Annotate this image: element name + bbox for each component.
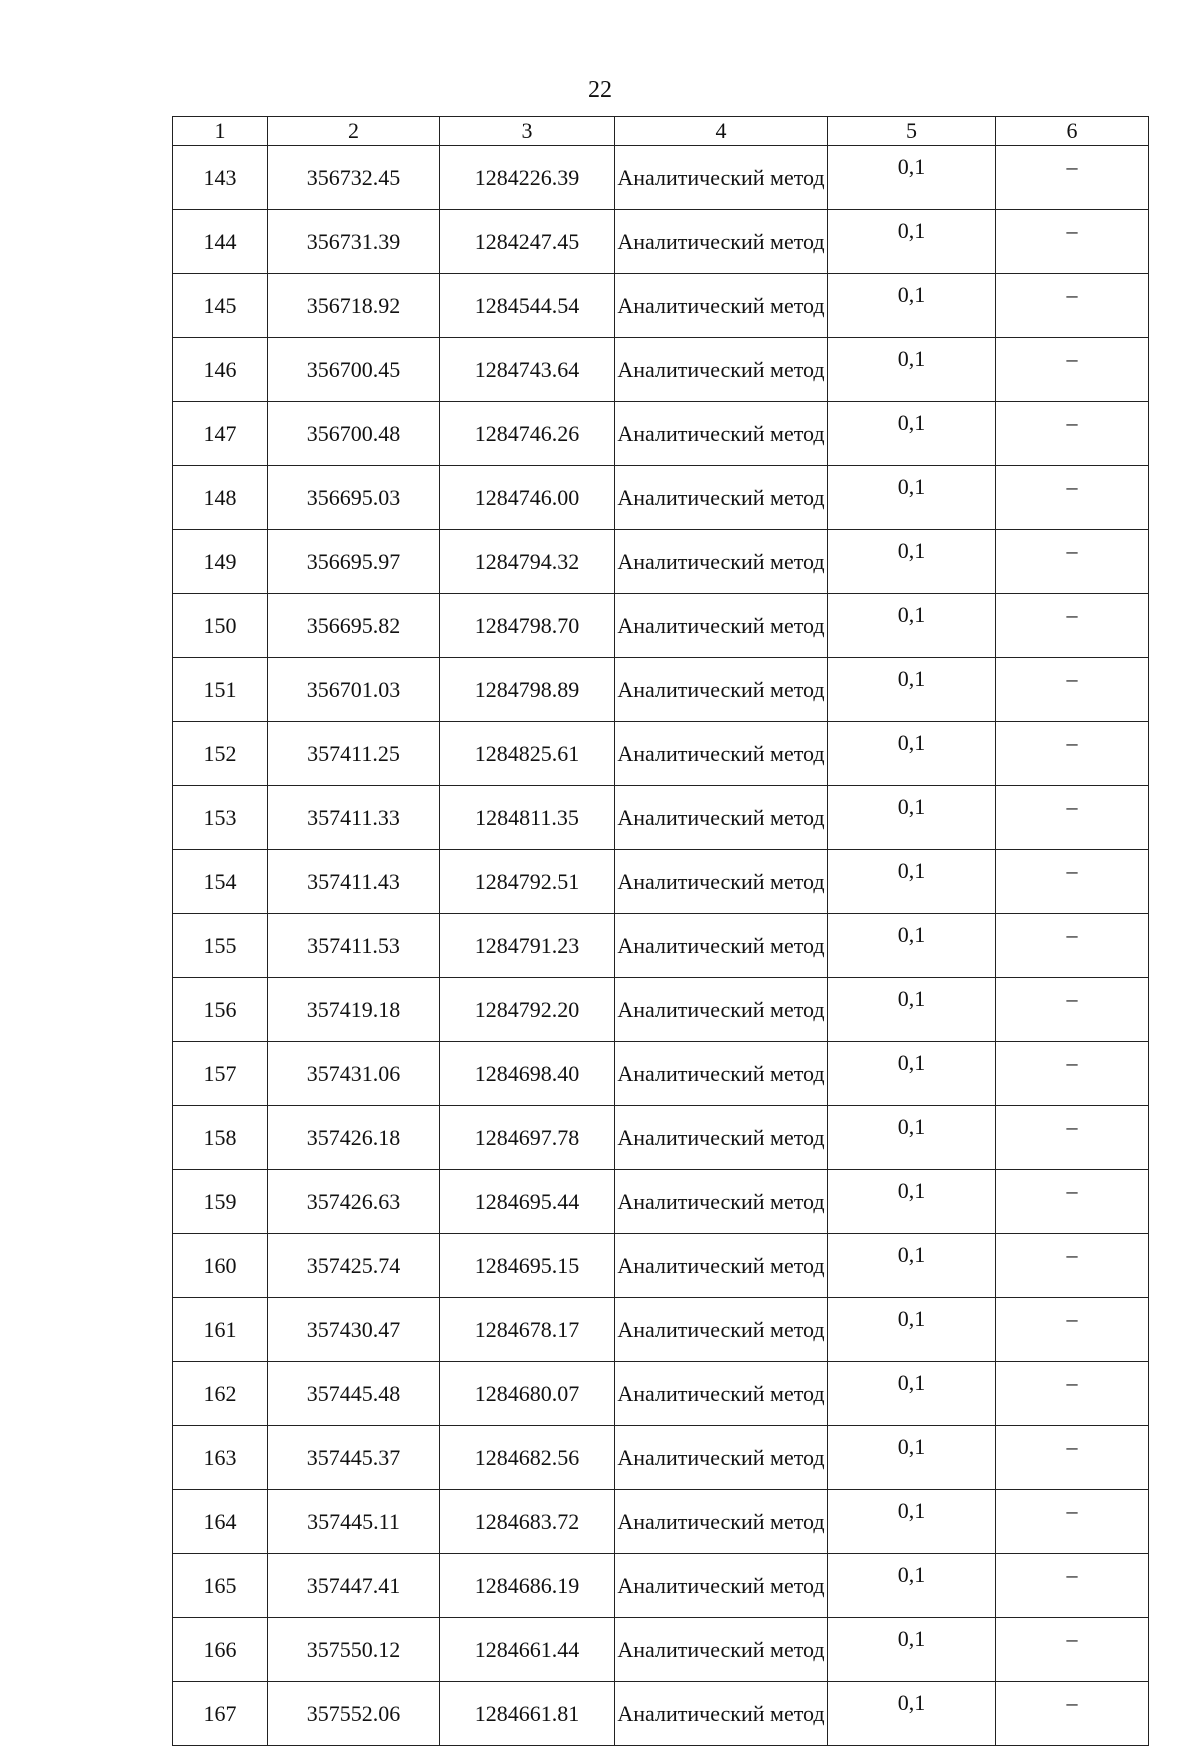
tolerance-cell: 0,1 [828, 1426, 996, 1490]
tolerance-cell: 0,1 [828, 274, 996, 338]
x-coordinate-cell: 356695.82 [268, 594, 440, 658]
point-number-cell: 153 [173, 786, 268, 850]
tolerance-cell: 0,1 [828, 850, 996, 914]
note-cell: – [996, 1234, 1149, 1298]
tolerance-cell: 0,1 [828, 1618, 996, 1682]
y-coordinate-cell: 1284695.15 [440, 1234, 615, 1298]
table-row [173, 530, 1149, 594]
point-number-cell: 158 [173, 1106, 268, 1170]
tolerance-cell: 0,1 [828, 530, 996, 594]
method-cell: Аналитический метод [615, 786, 828, 850]
tolerance-cell: 0,1 [828, 1170, 996, 1234]
point-number-cell: 165 [173, 1554, 268, 1618]
note-cell: – [996, 658, 1149, 722]
tolerance-cell: 0,1 [828, 338, 996, 402]
point-number-cell: 145 [173, 274, 268, 338]
note-cell: – [996, 978, 1149, 1042]
tolerance-cell: 0,1 [828, 1554, 996, 1618]
y-coordinate-cell: 1284544.54 [440, 274, 615, 338]
y-coordinate-cell: 1284682.56 [440, 1426, 615, 1490]
x-coordinate-cell: 357411.33 [268, 786, 440, 850]
tolerance-cell: 0,1 [828, 594, 996, 658]
tolerance-cell: 0,1 [828, 402, 996, 466]
method-cell: Аналитический метод [615, 658, 828, 722]
tolerance-cell: 0,1 [828, 466, 996, 530]
table-row [173, 1426, 1149, 1490]
table-body [173, 146, 1149, 1746]
method-cell: Аналитический метод [615, 274, 828, 338]
x-coordinate-cell: 356731.39 [268, 210, 440, 274]
column-header-3: 3 [440, 117, 615, 146]
x-coordinate-cell: 356700.45 [268, 338, 440, 402]
y-coordinate-cell: 1284680.07 [440, 1362, 615, 1426]
y-coordinate-cell: 1284811.35 [440, 786, 615, 850]
point-number-cell: 152 [173, 722, 268, 786]
tolerance-cell: 0,1 [828, 146, 996, 210]
tolerance-cell: 0,1 [828, 1298, 996, 1362]
point-number-cell: 159 [173, 1170, 268, 1234]
x-coordinate-cell: 356695.03 [268, 466, 440, 530]
table-row [173, 1106, 1149, 1170]
note-cell: – [996, 914, 1149, 978]
table-header [173, 117, 1149, 146]
table-row [173, 658, 1149, 722]
point-number-cell: 161 [173, 1298, 268, 1362]
table-row [173, 1042, 1149, 1106]
x-coordinate-cell: 357411.25 [268, 722, 440, 786]
x-coordinate-cell: 357431.06 [268, 1042, 440, 1106]
note-cell: – [996, 722, 1149, 786]
column-header-2: 2 [268, 117, 440, 146]
method-cell: Аналитический метод [615, 530, 828, 594]
note-cell: – [996, 594, 1149, 658]
y-coordinate-cell: 1284792.20 [440, 978, 615, 1042]
column-header-1: 1 [173, 117, 268, 146]
note-cell: – [996, 146, 1149, 210]
x-coordinate-cell: 357550.12 [268, 1618, 440, 1682]
y-coordinate-cell: 1284798.70 [440, 594, 615, 658]
point-number-cell: 146 [173, 338, 268, 402]
note-cell: – [996, 274, 1149, 338]
table-row [173, 402, 1149, 466]
x-coordinate-cell: 357445.48 [268, 1362, 440, 1426]
tolerance-cell: 0,1 [828, 1042, 996, 1106]
column-header-5: 5 [828, 117, 996, 146]
y-coordinate-cell: 1284798.89 [440, 658, 615, 722]
x-coordinate-cell: 357426.18 [268, 1106, 440, 1170]
y-coordinate-cell: 1284661.81 [440, 1682, 615, 1746]
method-cell: Аналитический метод [615, 1106, 828, 1170]
table-row [173, 338, 1149, 402]
tolerance-cell: 0,1 [828, 1362, 996, 1426]
note-cell: – [996, 1618, 1149, 1682]
note-cell: – [996, 210, 1149, 274]
point-number-cell: 143 [173, 146, 268, 210]
note-cell: – [996, 1298, 1149, 1362]
tolerance-cell: 0,1 [828, 786, 996, 850]
method-cell: Аналитический метод [615, 914, 828, 978]
table-row [173, 594, 1149, 658]
point-number-cell: 154 [173, 850, 268, 914]
table-row [173, 978, 1149, 1042]
y-coordinate-cell: 1284226.39 [440, 146, 615, 210]
method-cell: Аналитический метод [615, 338, 828, 402]
note-cell: – [996, 1362, 1149, 1426]
x-coordinate-cell: 357430.47 [268, 1298, 440, 1362]
point-number-cell: 162 [173, 1362, 268, 1426]
y-coordinate-cell: 1284746.00 [440, 466, 615, 530]
x-coordinate-cell: 357445.11 [268, 1490, 440, 1554]
table-row [173, 1234, 1149, 1298]
tolerance-cell: 0,1 [828, 658, 996, 722]
x-coordinate-cell: 357552.06 [268, 1682, 440, 1746]
table-row [173, 1618, 1149, 1682]
tolerance-cell: 0,1 [828, 1234, 996, 1298]
table-row [173, 274, 1149, 338]
point-number-cell: 163 [173, 1426, 268, 1490]
table-row [173, 850, 1149, 914]
point-number-cell: 150 [173, 594, 268, 658]
x-coordinate-cell: 357419.18 [268, 978, 440, 1042]
method-cell: Аналитический метод [615, 1234, 828, 1298]
y-coordinate-cell: 1284794.32 [440, 530, 615, 594]
point-number-cell: 166 [173, 1618, 268, 1682]
y-coordinate-cell: 1284686.19 [440, 1554, 615, 1618]
note-cell: – [996, 1170, 1149, 1234]
method-cell: Аналитический метод [615, 146, 828, 210]
y-coordinate-cell: 1284825.61 [440, 722, 615, 786]
point-number-cell: 144 [173, 210, 268, 274]
point-number-cell: 155 [173, 914, 268, 978]
point-number-cell: 160 [173, 1234, 268, 1298]
point-number-cell: 148 [173, 466, 268, 530]
y-coordinate-cell: 1284247.45 [440, 210, 615, 274]
x-coordinate-cell: 356695.97 [268, 530, 440, 594]
header-row [173, 117, 1149, 146]
y-coordinate-cell: 1284695.44 [440, 1170, 615, 1234]
note-cell: – [996, 786, 1149, 850]
point-number-cell: 151 [173, 658, 268, 722]
coordinates-table [172, 116, 1149, 1746]
x-coordinate-cell: 356700.48 [268, 402, 440, 466]
point-number-cell: 147 [173, 402, 268, 466]
x-coordinate-cell: 357411.53 [268, 914, 440, 978]
table-row [173, 210, 1149, 274]
point-number-cell: 164 [173, 1490, 268, 1554]
note-cell: – [996, 1554, 1149, 1618]
y-coordinate-cell: 1284698.40 [440, 1042, 615, 1106]
note-cell: – [996, 1426, 1149, 1490]
tolerance-cell: 0,1 [828, 914, 996, 978]
method-cell: Аналитический метод [615, 978, 828, 1042]
table-row [173, 914, 1149, 978]
column-header-6: 6 [996, 117, 1149, 146]
note-cell: – [996, 850, 1149, 914]
method-cell: Аналитический метод [615, 1298, 828, 1362]
note-cell: – [996, 1042, 1149, 1106]
method-cell: Аналитический метод [615, 1682, 828, 1746]
tolerance-cell: 0,1 [828, 722, 996, 786]
point-number-cell: 167 [173, 1682, 268, 1746]
method-cell: Аналитический метод [615, 1554, 828, 1618]
y-coordinate-cell: 1284743.64 [440, 338, 615, 402]
method-cell: Аналитический метод [615, 210, 828, 274]
y-coordinate-cell: 1284661.44 [440, 1618, 615, 1682]
table-row [173, 1490, 1149, 1554]
note-cell: – [996, 402, 1149, 466]
note-cell: – [996, 338, 1149, 402]
x-coordinate-cell: 357426.63 [268, 1170, 440, 1234]
x-coordinate-cell: 357445.37 [268, 1426, 440, 1490]
table-row [173, 1682, 1149, 1746]
page-number: 22 [588, 77, 612, 103]
tolerance-cell: 0,1 [828, 1682, 996, 1746]
method-cell: Аналитический метод [615, 850, 828, 914]
y-coordinate-cell: 1284697.78 [440, 1106, 615, 1170]
method-cell: Аналитический метод [615, 1490, 828, 1554]
x-coordinate-cell: 357447.41 [268, 1554, 440, 1618]
method-cell: Аналитический метод [615, 1170, 828, 1234]
point-number-cell: 157 [173, 1042, 268, 1106]
method-cell: Аналитический метод [615, 402, 828, 466]
table-row [173, 722, 1149, 786]
method-cell: Аналитический метод [615, 594, 828, 658]
y-coordinate-cell: 1284678.17 [440, 1298, 615, 1362]
tolerance-cell: 0,1 [828, 1490, 996, 1554]
y-coordinate-cell: 1284792.51 [440, 850, 615, 914]
point-number-cell: 156 [173, 978, 268, 1042]
table-row [173, 146, 1149, 210]
point-number-cell: 149 [173, 530, 268, 594]
note-cell: – [996, 1682, 1149, 1746]
note-cell: – [996, 1490, 1149, 1554]
note-cell: – [996, 1106, 1149, 1170]
x-coordinate-cell: 357425.74 [268, 1234, 440, 1298]
method-cell: Аналитический метод [615, 1362, 828, 1426]
column-header-4: 4 [615, 117, 828, 146]
table-row [173, 1362, 1149, 1426]
tolerance-cell: 0,1 [828, 210, 996, 274]
tolerance-cell: 0,1 [828, 1106, 996, 1170]
x-coordinate-cell: 356701.03 [268, 658, 440, 722]
note-cell: – [996, 530, 1149, 594]
y-coordinate-cell: 1284683.72 [440, 1490, 615, 1554]
y-coordinate-cell: 1284746.26 [440, 402, 615, 466]
y-coordinate-cell: 1284791.23 [440, 914, 615, 978]
x-coordinate-cell: 357411.43 [268, 850, 440, 914]
method-cell: Аналитический метод [615, 1426, 828, 1490]
table-row [173, 1298, 1149, 1362]
x-coordinate-cell: 356732.45 [268, 146, 440, 210]
tolerance-cell: 0,1 [828, 978, 996, 1042]
table-row [173, 1170, 1149, 1234]
method-cell: Аналитический метод [615, 1618, 828, 1682]
note-cell: – [996, 466, 1149, 530]
table-row [173, 466, 1149, 530]
method-cell: Аналитический метод [615, 722, 828, 786]
table-row [173, 1554, 1149, 1618]
table-row [173, 786, 1149, 850]
method-cell: Аналитический метод [615, 1042, 828, 1106]
x-coordinate-cell: 356718.92 [268, 274, 440, 338]
method-cell: Аналитический метод [615, 466, 828, 530]
